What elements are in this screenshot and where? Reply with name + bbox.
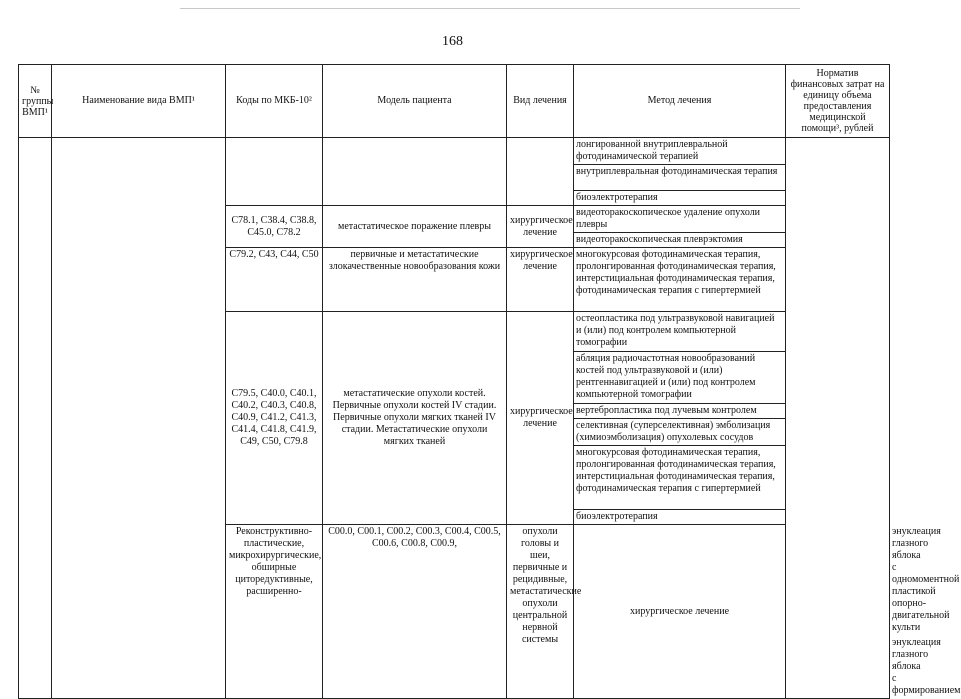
treatment-cell: хирургическое лечение bbox=[507, 312, 574, 525]
header-model: Модель пациента bbox=[323, 65, 507, 138]
table-row: энуклеация глазного яблока с формированием bbox=[892, 637, 961, 696]
method-cell: лонгированной внутриплевральной фотодинамической терапией bbox=[574, 138, 786, 165]
method-cell: селективная (суперселективная) эмболизация (химиоэмболизация) опухолевых сосудов bbox=[574, 419, 786, 446]
header-treatment-type: Вид лечения bbox=[507, 65, 574, 138]
method-cell: многокурсовая фотодинамическая терапия, пролонгированная фотодинамическая терапия, интерстициальная фотодинамическая терапия, фотодинамическая терапия с гипертермией bbox=[574, 248, 786, 312]
name-cell bbox=[52, 138, 226, 699]
header-row bbox=[19, 65, 890, 138]
model-cell: первичные и метастатические злокачественные новообразования кожи bbox=[323, 248, 507, 312]
header-codes: Коды по МКБ-10² bbox=[226, 65, 323, 138]
treatment-cell: хирургическое лечение bbox=[574, 525, 786, 699]
header-method: Метод лечения bbox=[574, 65, 786, 138]
table-row bbox=[19, 138, 890, 165]
treatment-cell bbox=[507, 138, 574, 206]
table-row: Реконструктивно-пластические, микрохирургические, обширные циторедуктивные, расширенно- C00.0, C00.1, C00.2, C00.3, C00.4, C00.5, C00.6, C00.8, C00.9, опухоли головы и шеи, первичные и рецидивные, метастатические опухоли центральной нервной системы хирургическое лечение энуклеация глазного яблока с одномоментной пластикой опорно-двигательной культи bbox=[19, 525, 890, 636]
header-norm: Норматив финансовых затрат на единицу объема предоставления медицинской помощи³, рублей bbox=[786, 65, 890, 138]
method-cell: абляция радиочастотная новообразований костей под ультразвуковой и (или) рентгеннавигацией и (или) под контролем компьютерной томографии bbox=[574, 352, 786, 404]
codes-cell: C78.1, C38.4, C38.8, C45.0, C78.2 bbox=[226, 206, 323, 248]
model-cell: метастатическое поражение плевры bbox=[323, 206, 507, 248]
page-number: 168 bbox=[442, 34, 463, 49]
name-cell: Реконструктивно-пластические, микрохирургические, обширные циторедуктивные, расширенно- bbox=[226, 525, 323, 699]
model-cell: опухоли головы и шеи, первичные и рецидивные, метастатические опухоли центральной нервной системы bbox=[507, 525, 574, 699]
method-cell: биоэлектротерапия bbox=[574, 510, 786, 525]
codes-cell: C79.2, C43, C44, C50 bbox=[226, 248, 323, 312]
top-rule bbox=[180, 8, 800, 9]
method-cell: остеопластика под ультразвуковой навигацией и (или) под контролем компьютерной томографии bbox=[574, 312, 786, 352]
norm-cell bbox=[786, 138, 890, 699]
model-cell: метастатические опухоли костей. Первичные опухоли костей IV стадии. Первичные опухоли мягких тканей IV стадии. Метастатические опухоли мягких тканей bbox=[323, 312, 507, 525]
method-cell: многокурсовая фотодинамическая терапия, пролонгированная фотодинамическая терапия, интерстициальная фотодинамическая терапия, фотодинамическая терапия с гипертермией bbox=[574, 446, 786, 510]
group-cell bbox=[19, 138, 52, 699]
method-cell: внутриплевральная фотодинамическая терапия bbox=[574, 165, 786, 191]
vmp-table bbox=[18, 64, 961, 699]
codes-cell bbox=[226, 138, 323, 206]
method-cell: видеоторакоскопическое удаление опухоли плевры bbox=[574, 206, 786, 233]
treatment-cell: хирургическое лечение bbox=[507, 248, 574, 312]
method-cell: вертебропластика под лучевым контролем bbox=[574, 404, 786, 419]
method-cell: биоэлектротерапия bbox=[574, 191, 786, 206]
codes-cell: C00.0, C00.1, C00.2, C00.3, C00.4, C00.5, C00.6, C00.8, C00.9, bbox=[323, 525, 507, 699]
method-cell: видеоторакоскопическая плеврэктомия bbox=[574, 233, 786, 248]
header-name: Наименование вида ВМП¹ bbox=[52, 65, 226, 138]
codes-cell: C79.5, C40.0, C40.1, C40.2, C40.3, C40.8, C40.9, C41.2, C41.3, C41.4, C41.8, C41.9, C49, C50, C79.8 bbox=[226, 312, 323, 525]
treatment-cell: хирургическое лечение bbox=[507, 206, 574, 248]
header-group: № группы ВМП¹ bbox=[19, 65, 52, 138]
model-cell bbox=[323, 138, 507, 206]
